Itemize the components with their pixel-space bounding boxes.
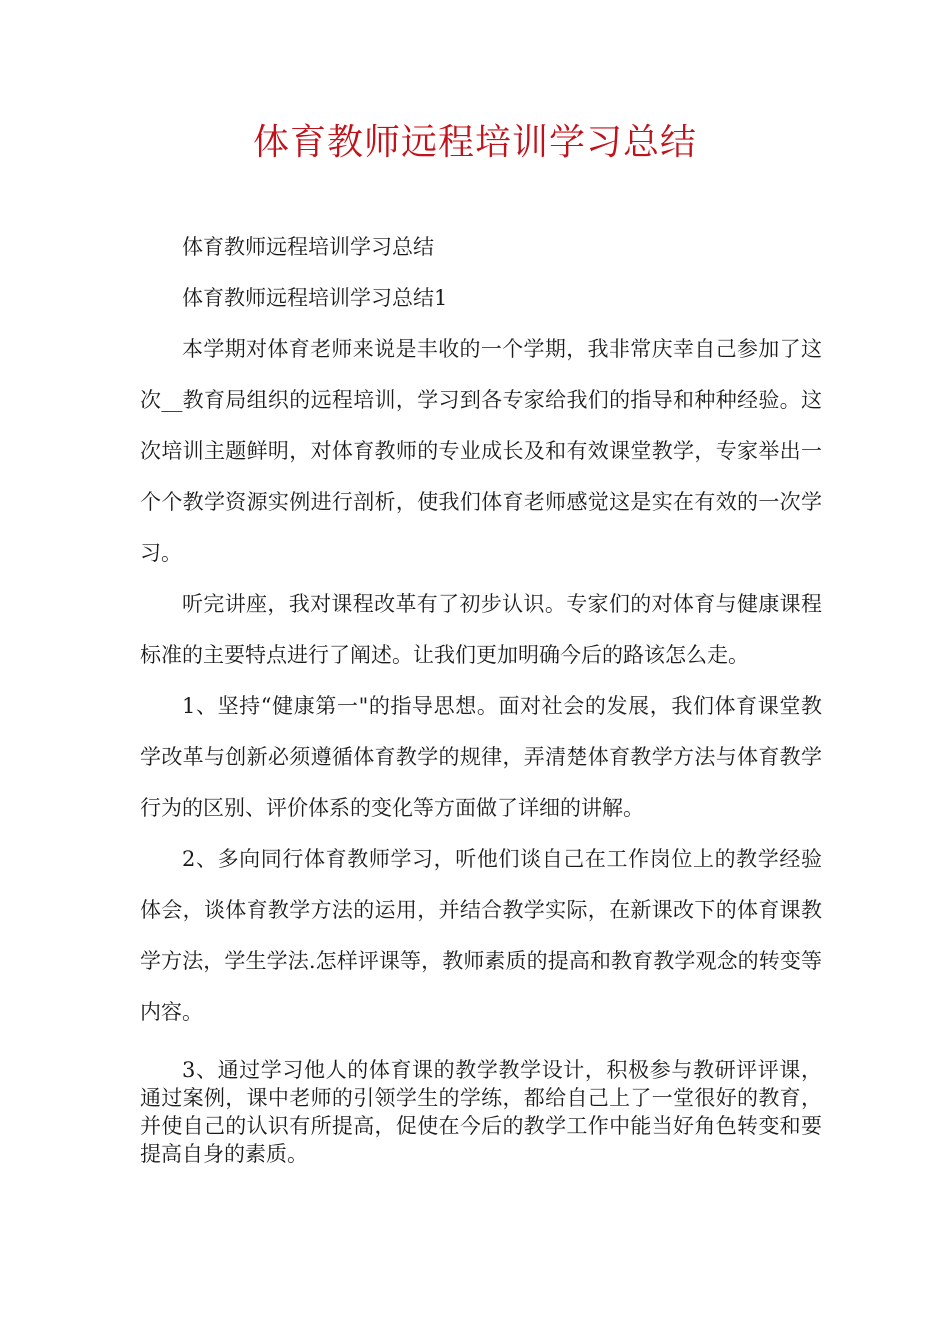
paragraph-point-3: 3、通过学习他人的体育课的教学教学设计，积极参与教研评评课，通过案例，课中老师的引领学生的学练，都给自己上了一堂很好的教育，并使自己的认识有所提高，促使在今后的教学工作中能当好角色转变和要提高自身的素质。 <box>140 1058 822 1166</box>
paragraph-heading-repeat: 体育教师远程培训学习总结 <box>182 235 434 259</box>
document-body <box>140 222 822 1168</box>
paragraph-point-1: 1、坚持“健康第一"的指导思想。面对社会的发展，我们体育课堂教学改革与创新必须遵循体育教学的规律，弄清楚体育教学方法与体育教学行为的区别、评价体系的变化等方面做了详细的讲解。 <box>140 694 822 820</box>
paragraph-section-title: 体育教师远程培训学习总结1 <box>182 286 448 310</box>
paragraph-lecture: 听完讲座，我对课程改革有了初步认识。专家们的对体育与健康课程标准的主要特点进行了阐述。让我们更加明确今后的路该怎么走。 <box>140 592 822 667</box>
document-title: 体育教师远程培训学习总结 <box>252 122 697 163</box>
paragraph-point-2: 2、多向同行体育教师学习，听他们谈自己在工作岗位上的教学经验体会，谈体育教学方法的运用，并结合教学实际，在新课改下的体育课教学方法，学生学法.怎样评课等，教师素质的提高和教育教学观念的转变等内容。 <box>140 847 822 1024</box>
paragraph-intro: 本学期对体育老师来说是丰收的一个学期，我非常庆幸自己参加了这次__教育局组织的远程培训，学习到各专家给我们的指导和种种经验。这次培训主题鲜明，对体育教师的专业成长及和有效课堂教学，专家举出一个个教学资源实例进行剖析，使我们体育老师感觉这是实在有效的一次学习。 <box>140 337 822 565</box>
